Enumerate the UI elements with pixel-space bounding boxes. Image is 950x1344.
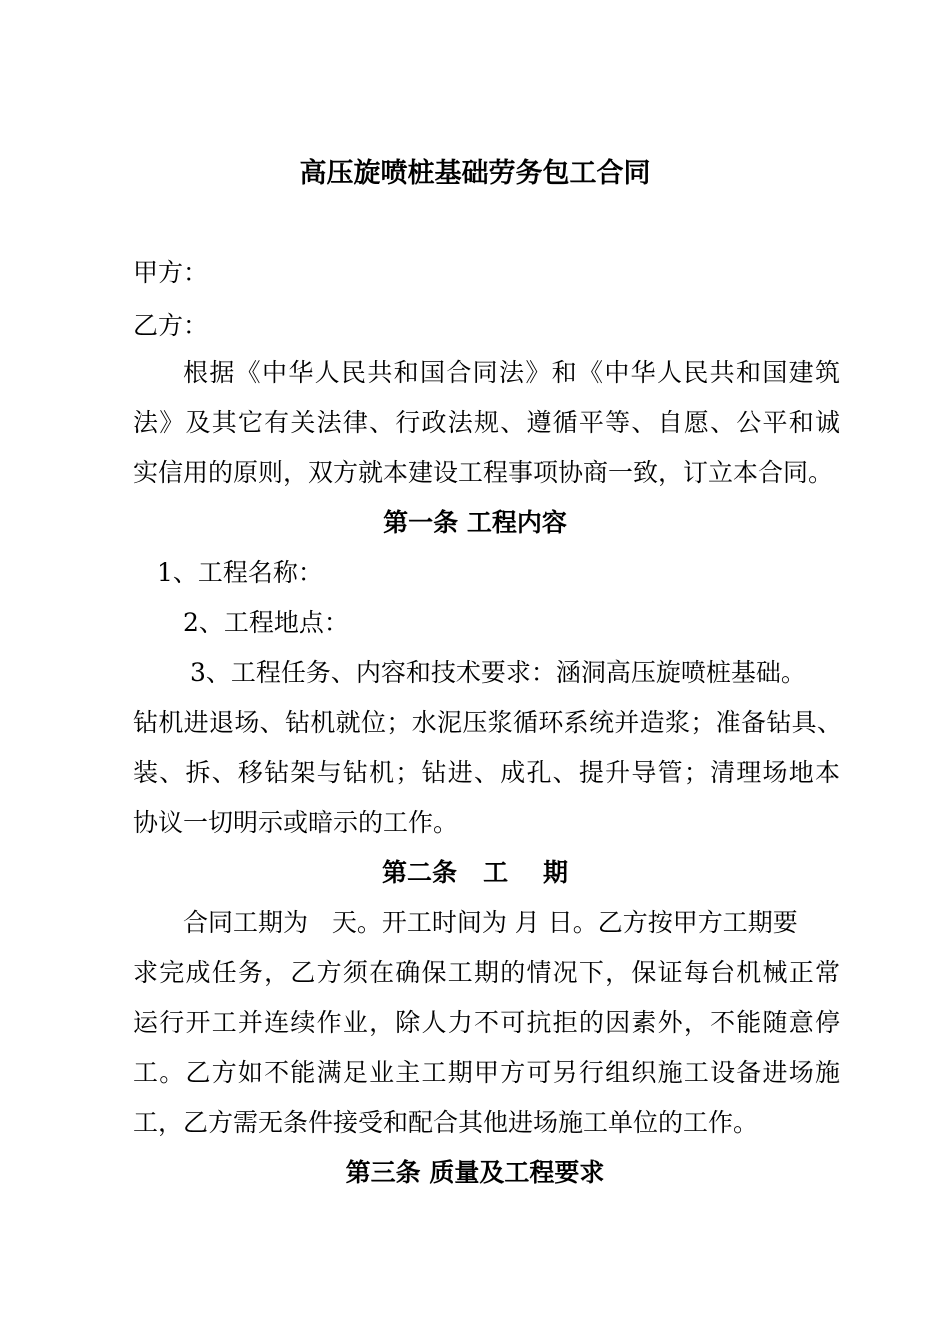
preamble-line: 根据《中华人民共和国合同法》和《中华人民共和国建筑 xyxy=(183,358,840,387)
article-1-item-2: 2、工程地点： xyxy=(183,608,349,637)
party-a-label: 甲方： xyxy=(133,258,209,287)
preamble-line: 实信用的原则，双方就本建设工程事项协商一致，订立本合同。 xyxy=(133,458,834,487)
preamble-line: 法》及其它有关法律、行政法规、遵循平等、自愿、公平和诚 xyxy=(133,408,840,437)
article-2-line: 工，乙方需无条件接受和配合其他进场施工单位的工作。 xyxy=(133,1108,759,1137)
article-2-line: 运行开工并连续作业，除人力不可抗拒的因素外，不能随意停 xyxy=(133,1008,840,1037)
item-3-line: 装、拆、移钻架与钻机；钻进、成孔、提升导管；清理场地本 xyxy=(133,758,840,787)
article-1-heading: 第一条 工程内容 xyxy=(383,508,567,537)
party-b-label: 乙方： xyxy=(133,311,209,340)
article-2-line: 合同工期为 天。开工时间为 月 日。乙方按甲方工期要 xyxy=(183,908,798,937)
article-1-item-1: 1、工程名称： xyxy=(157,558,323,587)
item-3-line: 协议一切明示或暗示的工作。 xyxy=(133,808,459,837)
article-2-heading: 第二条 工 期 xyxy=(382,858,568,887)
article-3-heading: 第三条 质量及工程要求 xyxy=(345,1158,605,1187)
item-3-line: 钻机进退场、钻机就位；水泥压浆循环系统并造浆；准备钻具、 xyxy=(133,708,842,737)
article-2-line: 求完成任务，乙方须在确保工期的情况下，保证每台机械正常 xyxy=(133,958,840,987)
document-title: 高压旋喷桩基础劳务包工合同 xyxy=(299,158,651,189)
item-3-line: 3、工程任务、内容和技术要求：涵洞高压旋喷桩基础。 xyxy=(190,658,806,687)
article-2-line: 工。乙方如不能满足业主工期甲方可另行组织施工设备进场施 xyxy=(133,1058,840,1087)
